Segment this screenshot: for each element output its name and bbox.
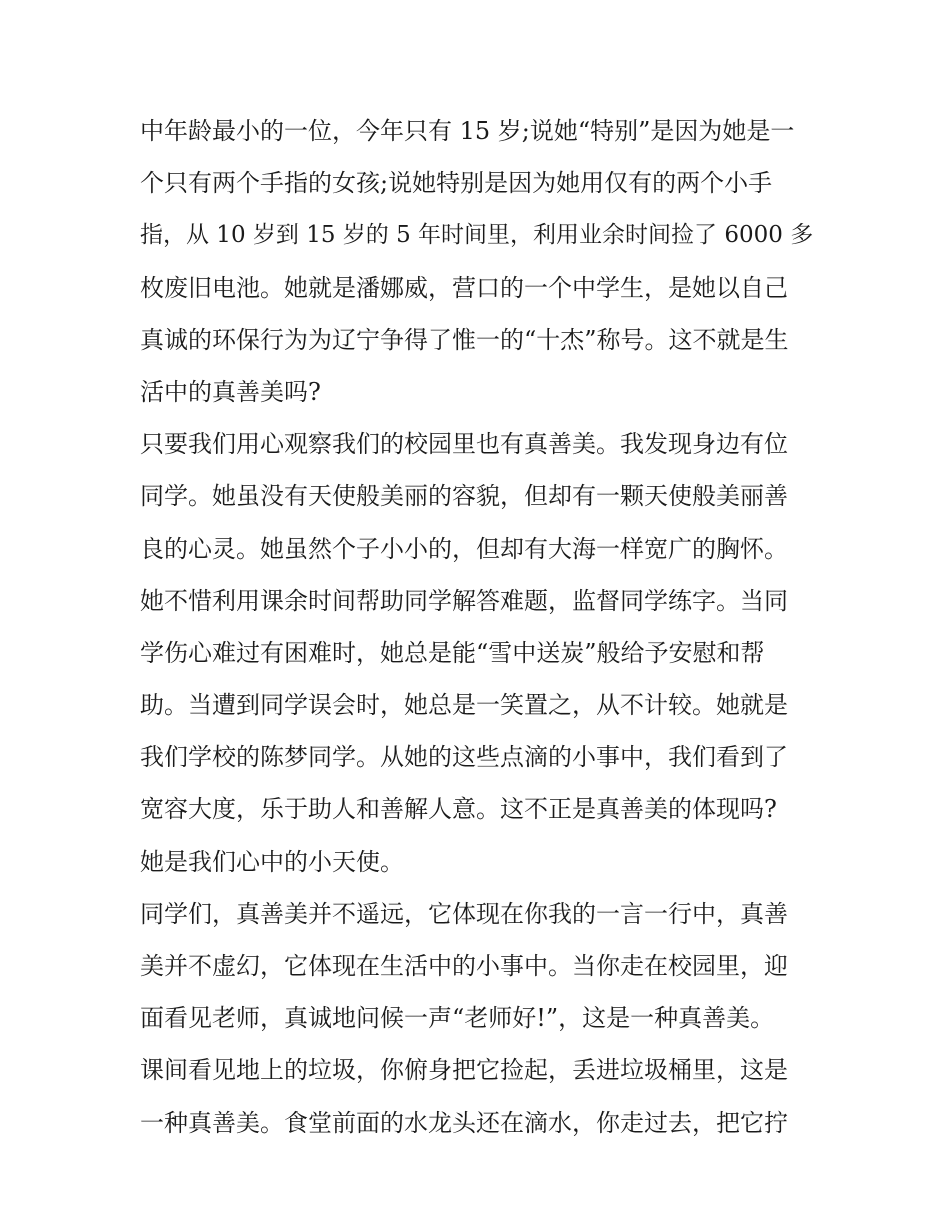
text-line: 美并不虚幻，它体现在生活中的小事中。当你走在校园里，迎 — [140, 952, 788, 980]
text-line: 我们学校的陈梦同学。从她的这些点滴的小事中，我们看到了 — [140, 743, 788, 772]
text-line: 良的心灵。她虽然个子小小的，但却有大海一样宽广的胸怀。 — [140, 534, 788, 563]
text-line: 同学。她虽没有天使般美丽的容貌，但却有一颗天使般美丽善 — [140, 482, 788, 511]
text-line: 宽容大度，乐于助人和善解人意。这不正是真善美的体现吗? — [140, 795, 777, 824]
text-line: 同学们，真善美并不遥远，它体现在你我的一言一行中，真善 — [140, 899, 788, 928]
text-line: 她是我们心中的小天使。 — [140, 847, 404, 876]
text-line: 学伤心难过有困难时，她总是能“雪中送炭”般给予安慰和帮 — [140, 638, 765, 667]
document-body — [140, 105, 815, 1149]
text-line: 只要我们用心观察我们的校园里也有真善美。我发现身边有位 — [140, 430, 788, 459]
text-line: 课间看见地上的垃圾，你俯身把它捡起，丢进垃圾桶里，这是 — [140, 1056, 788, 1085]
text-line: 活中的真善美吗? — [140, 377, 321, 406]
text-line: 助。当遭到同学误会时，她总是一笑置之，从不计较。她就是 — [140, 691, 788, 720]
text-line: 真诚的环保行为为辽宁争得了惟一的“十杰”称号。这不就是生 — [140, 325, 789, 354]
text-line: 她不惜利用课余时间帮助同学解答难题，监督同学练字。当同 — [140, 586, 788, 615]
text-line: 一种真善美。食堂前面的水龙头还在滴水，你走过去，把它拧 — [140, 1108, 788, 1137]
text-line: 中年龄最小的一位，今年只有 15 岁;说她“特别”是因为她是一 — [140, 117, 795, 145]
text-line: 面看见老师，真诚地问候一声“老师好!”，这是一种真善美。 — [140, 1004, 775, 1033]
text-line: 指，从 10 岁到 15 岁的 5 年时间里，利用业余时间捡了 6000 多 — [140, 222, 814, 249]
text-line: 枚废旧电池。她就是潘娜威，营口的一个中学生，是她以自己 — [140, 273, 788, 302]
text-line: 个只有两个手指的女孩;说她特别是因为她用仅有的两个小手 — [140, 169, 773, 198]
